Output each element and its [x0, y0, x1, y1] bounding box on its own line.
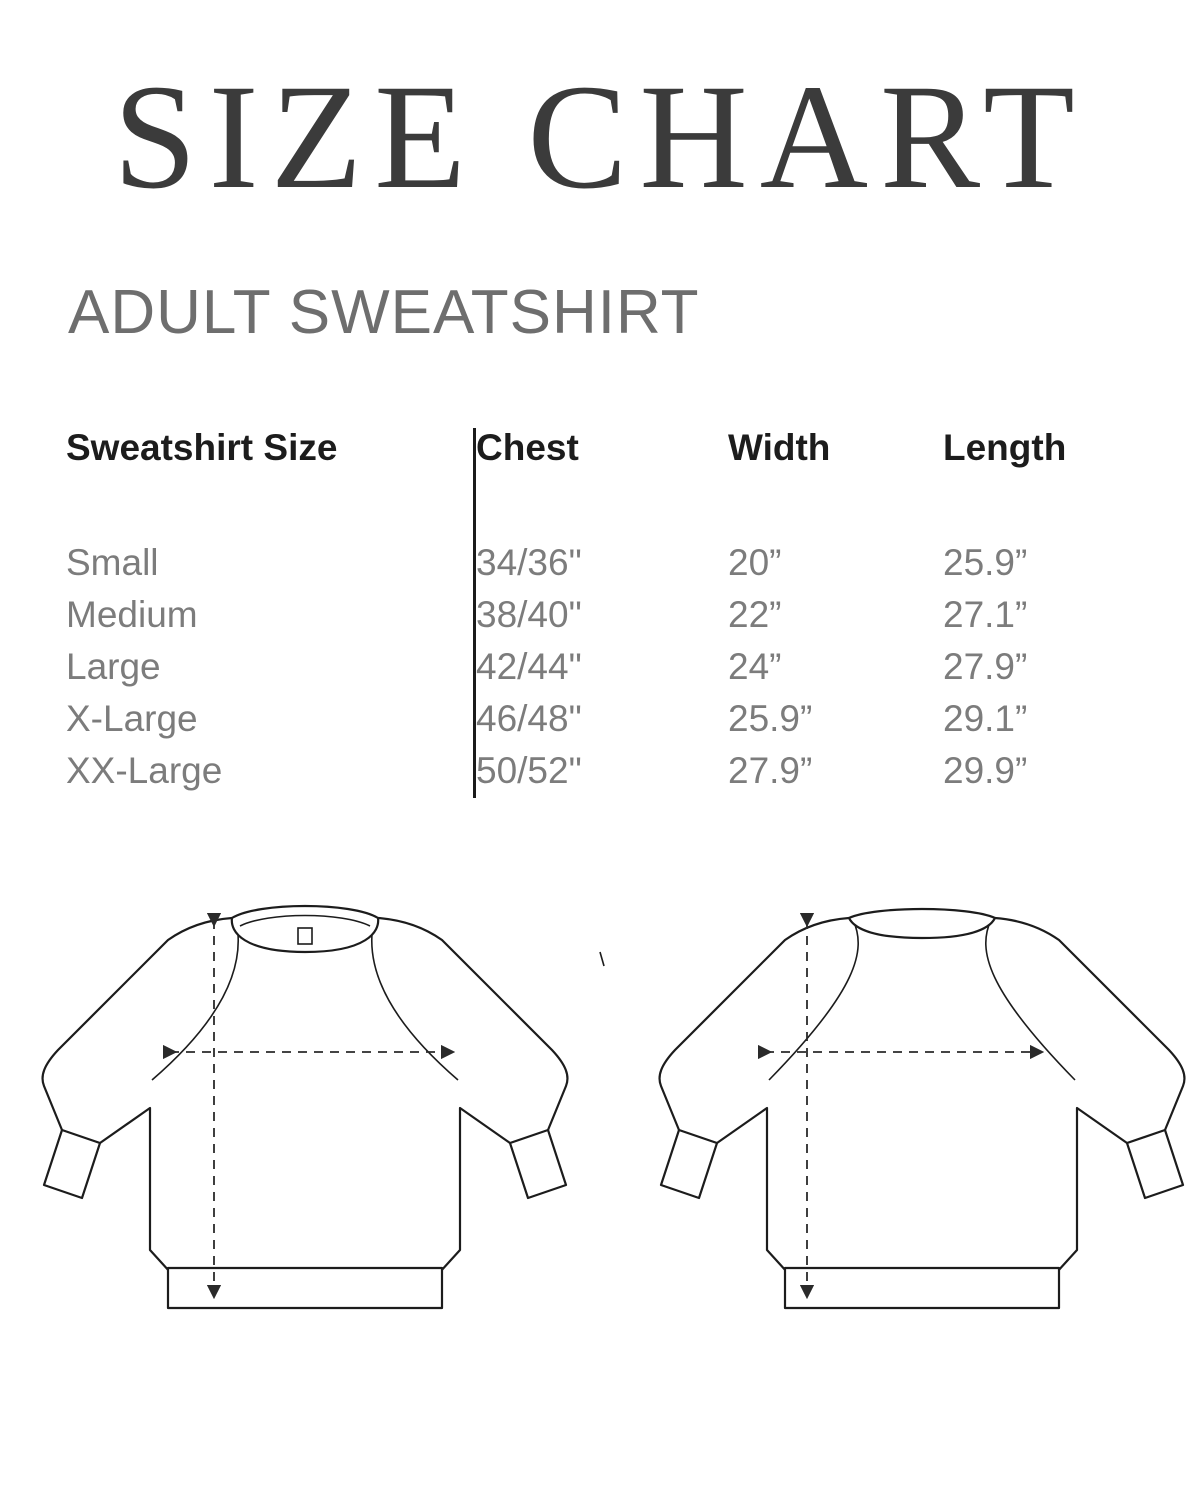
- cell-length: 27.9”: [943, 646, 1028, 687]
- page-title: SIZE CHART: [113, 54, 1087, 220]
- cell-length: 25.9”: [943, 542, 1028, 583]
- cell-size: Medium: [66, 594, 198, 635]
- table-row: [66, 589, 1156, 641]
- size-chart-table-wrapper: [66, 425, 1156, 797]
- sweatshirt-back-view: [660, 909, 1185, 1308]
- table-row: [66, 693, 1156, 745]
- cell-width: 22”: [728, 594, 782, 635]
- cell-size: X-Large: [66, 698, 198, 739]
- cell-size: Small: [66, 542, 159, 583]
- column-header-length: Length: [943, 427, 1067, 468]
- cell-length: 27.1”: [943, 594, 1028, 635]
- cell-width: 25.9”: [728, 698, 813, 739]
- table-header-row: [66, 425, 1156, 537]
- column-header-size: Sweatshirt Size: [66, 427, 338, 468]
- cell-chest: 50/52": [476, 750, 582, 791]
- cell-size: XX-Large: [66, 750, 223, 791]
- table-row: [66, 745, 1156, 797]
- cell-chest: 38/40": [476, 594, 582, 635]
- cell-length: 29.1”: [943, 698, 1028, 739]
- table-row: [66, 641, 1156, 693]
- cell-size: Large: [66, 646, 161, 687]
- table-row: [66, 537, 1156, 589]
- cell-width: 20”: [728, 542, 782, 583]
- sweatshirt-front-view: [43, 906, 604, 1308]
- sweatshirt-illustrations: [0, 880, 1200, 1350]
- column-header-width: Width: [728, 427, 831, 468]
- size-chart-table: [66, 425, 1156, 797]
- cell-length: 29.9”: [943, 750, 1028, 791]
- page-subtitle: ADULT SWEATSHIRT: [68, 278, 700, 347]
- cell-width: 24”: [728, 646, 782, 687]
- cell-chest: 42/44": [476, 646, 582, 687]
- column-header-chest: Chest: [476, 427, 579, 468]
- cell-chest: 46/48": [476, 698, 582, 739]
- cell-width: 27.9”: [728, 750, 813, 791]
- cell-chest: 34/36": [476, 542, 582, 583]
